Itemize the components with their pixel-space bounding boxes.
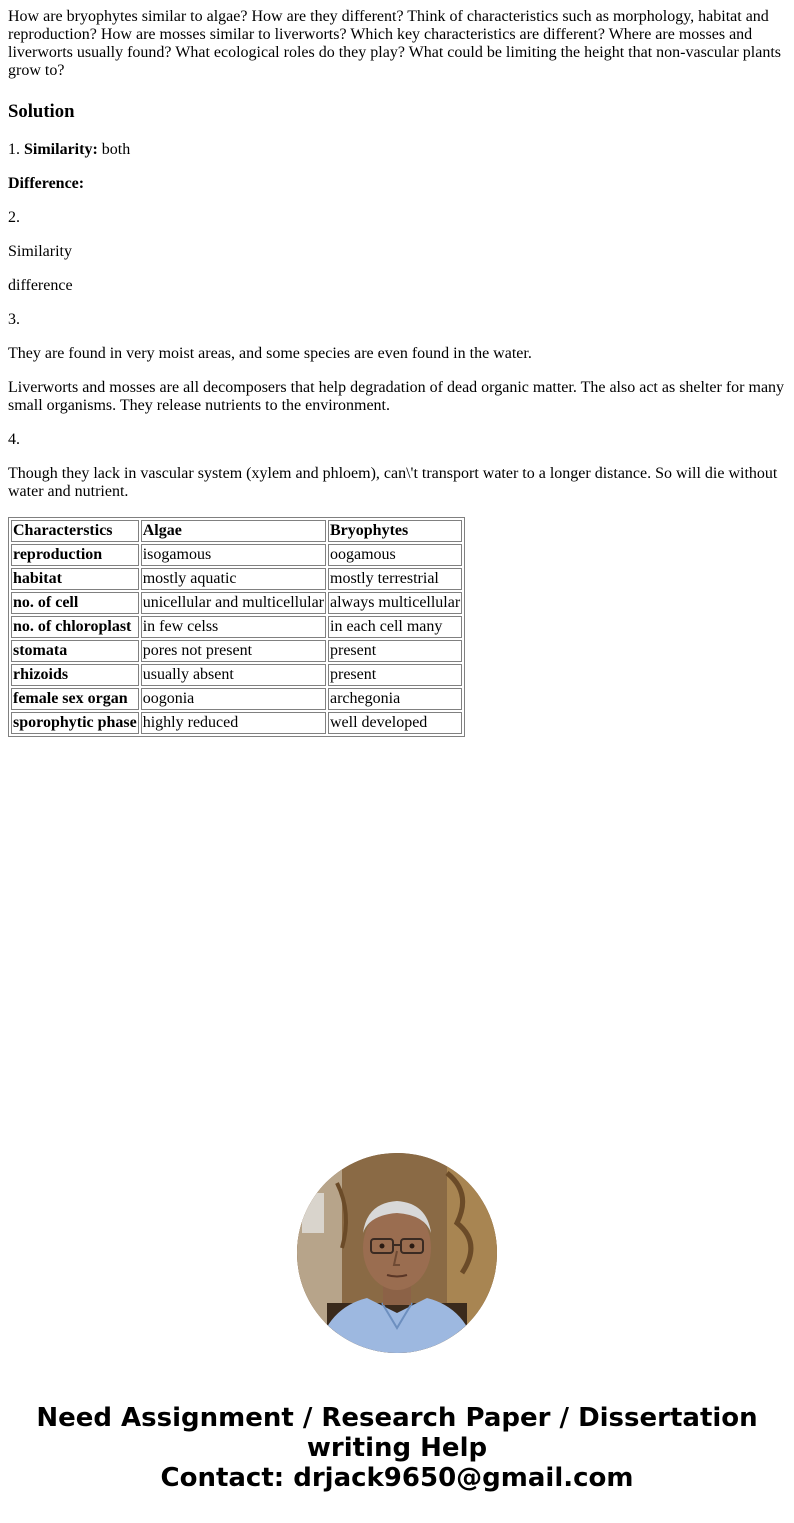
answer-4-number: 4. [8, 431, 20, 448]
table-row [11, 688, 462, 710]
table-header-cell: Characterstics [11, 520, 139, 542]
table-row [11, 712, 462, 734]
contact-email[interactable]: Contact: drjack9650@gmail.com [160, 1463, 634, 1493]
table-row [11, 640, 462, 662]
table-cell-bryophytes: present [328, 640, 462, 662]
contact-banner [0, 1403, 794, 1493]
contact-banner-line-1: Need Assignment / Research Paper / Dissertation [36, 1403, 758, 1433]
answer-1-number: 1. [8, 141, 20, 158]
table-cell-algae: highly reduced [141, 712, 326, 734]
table-row-label: stomata [11, 640, 139, 662]
answer-1-similarity-text: both [97, 141, 131, 158]
table-row-label: no. of chloroplast [11, 616, 139, 638]
table-row-label: no. of cell [11, 592, 139, 614]
table-row-label: sporophytic phase [11, 712, 139, 734]
table-cell-algae: in few celss [141, 616, 326, 638]
answer-1-difference-label: Difference: [8, 175, 85, 192]
answer-3-habitat: They are found in very moist areas, and some species are even found in the water. [8, 345, 532, 362]
table-header-cell: Bryophytes [328, 520, 462, 542]
table-row [11, 544, 462, 566]
table-row-label: reproduction [11, 544, 139, 566]
table-cell-bryophytes: archegonia [328, 688, 462, 710]
table-cell-bryophytes: well developed [328, 712, 462, 734]
answer-4-text: Though they lack in vascular system (xylem and phloem), can\'t transport water to a longer distance. So will die without water and nutrient. [8, 465, 778, 500]
table-cell-algae: oogonia [141, 688, 326, 710]
tutor-portrait-image [297, 1153, 497, 1353]
tutor-avatar [297, 1153, 497, 1353]
table-row [11, 592, 462, 614]
answer-1-difference [8, 175, 786, 193]
table-cell-algae: pores not present [141, 640, 326, 662]
answer-2-similarity: Similarity [8, 243, 72, 260]
comparison-table [8, 517, 465, 737]
answer-2-difference: difference [8, 277, 73, 294]
table-row-label: habitat [11, 568, 139, 590]
table-row [11, 664, 462, 686]
table-cell-bryophytes: present [328, 664, 462, 686]
question-text: How are bryophytes similar to algae? How are they different? Think of characteristics such as morphology, habitat and reproduction? How are mosses similar to liverworts? Which key characteristics are different? Where are mosses and liverworts usually found? What ecological roles do they play? What could be limiting the height that non-vascular plants grow to? [8, 8, 781, 79]
solution-heading: Solution [8, 101, 75, 122]
answer-1-similarity-label: Similarity: [24, 141, 98, 158]
table-cell-algae: unicellular and multicellular [141, 592, 326, 614]
document-body [8, 8, 786, 737]
table-cell-algae: mostly aquatic [141, 568, 326, 590]
answer-1 [8, 141, 786, 159]
table-cell-bryophytes: always multicellular [328, 592, 462, 614]
table-cell-algae: isogamous [141, 544, 326, 566]
table-cell-algae: usually absent [141, 664, 326, 686]
answer-2-number: 2. [8, 209, 20, 226]
table-row [11, 616, 462, 638]
contact-banner-line-2: writing Help [306, 1433, 488, 1463]
table-header-row [11, 520, 462, 542]
answer-3-ecology: Liverworts and mosses are all decomposers that help degradation of dead organic matter. The also act as shelter for many small organisms. They release nutrients to the environment. [8, 379, 785, 414]
table-header-cell: Algae [141, 520, 326, 542]
table-cell-bryophytes: mostly terrestrial [328, 568, 462, 590]
answer-3-number: 3. [8, 311, 20, 328]
table-cell-bryophytes: in each cell many [328, 616, 462, 638]
table-cell-bryophytes: oogamous [328, 544, 462, 566]
table-row [11, 568, 462, 590]
table-row-label: female sex organ [11, 688, 139, 710]
table-row-label: rhizoids [11, 664, 139, 686]
